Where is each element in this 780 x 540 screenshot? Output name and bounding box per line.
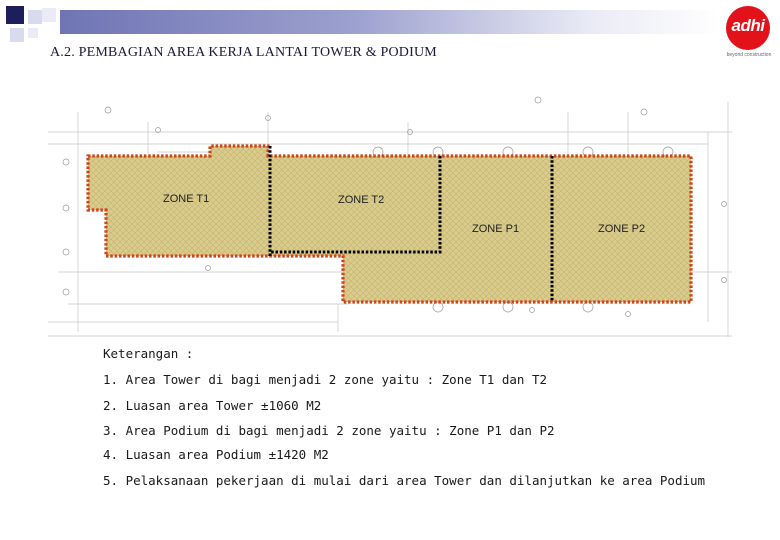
notes-heading: Keterangan : — [103, 346, 194, 361]
note-item: 2. Luasan area Tower ±1060 M2 — [103, 398, 322, 413]
note-item: 1. Area Tower di bagi menjadi 2 zone yaitu : Zone T1 dan T2 — [103, 372, 548, 387]
note-item: 5. Pelaksanaan pekerjaan di mulai dari area Tower dan dilanjutkan ke area Podium — [103, 473, 706, 488]
note-item: 4. Luasan area Podium ±1420 M2 — [103, 447, 329, 462]
zone-label-p2: ZONE P2 — [598, 223, 646, 235]
zone-label-t1: ZONE T1 — [163, 193, 210, 205]
logo-tagline: beyond construction — [726, 52, 772, 58]
company-logo — [726, 6, 770, 50]
floor-plan — [48, 92, 732, 342]
header-square-small — [42, 8, 56, 22]
logo-text: adhi — [731, 16, 765, 35]
zone-label-t2: ZONE T2 — [338, 194, 385, 206]
zone-label-p1: ZONE P1 — [472, 223, 520, 235]
header-square-large — [6, 6, 24, 24]
header-square-small — [28, 10, 42, 24]
note-item: 3. Area Podium di bagi menjadi 2 zone yaitu : Zone P1 dan P2 — [103, 423, 555, 438]
header-square-small — [10, 28, 24, 42]
page-title: A.2. PEMBAGIAN AREA KERJA LANTAI TOWER & PODIUM — [50, 45, 437, 60]
header-gradient-bar — [60, 10, 720, 34]
header-square-small — [28, 28, 38, 38]
